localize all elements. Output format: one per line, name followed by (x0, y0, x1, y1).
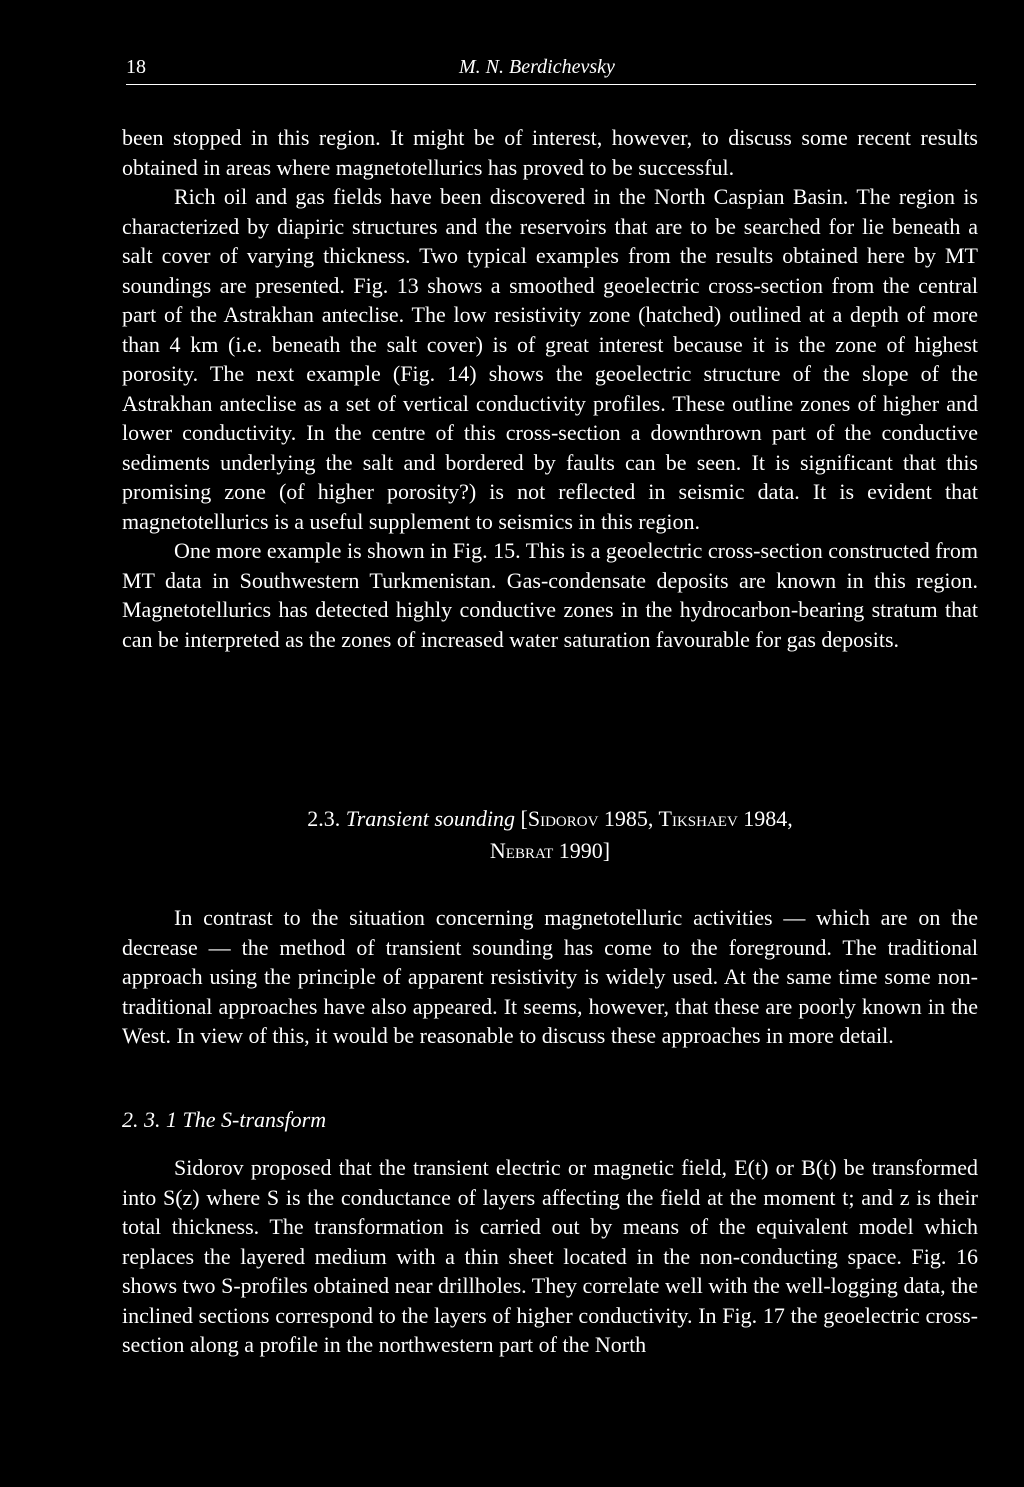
section-title: Transient sounding (345, 806, 516, 831)
section-heading-line1 (122, 803, 978, 835)
body-text-subsection (122, 1153, 978, 1360)
paragraph-s-transform: Sidorov proposed that the transient electric or magnetic field, E(t) or B(t) be transformed into S(z) where S is the conductance of layers affecting the field at the moment t; and z is their total thickness. The transformation is carried out by means of the equivalent model which replaces the layered medium with a thin sheet located in the non-conducting space. Fig. 16 shows two S-profiles obtained near drillholes. They correlate well with the well-logging data, the inclined sections correspond to the layers of higher conductivity. In Fig. 17 the geoelectric cross-section along a profile in the northwestern part of the North (122, 1155, 978, 1357)
paragraph-turkmenistan: One more example is shown in Fig. 15. This is a geoelectric cross-section constructed from MT data in Southwestern Turkmenistan. Gas-condensate deposits are known in this region. Magnetotellurics has detected highly conductive zones in the hydrocarbon-bearing stratum that can be interpreted as the zones of increased water saturation favourable for gas deposits. (122, 538, 978, 652)
paragraph-north-caspian: Rich oil and gas fields have been discovered in the North Caspian Basin. The region is characterized by diapiric structures and the reservoirs that are to be searched for lie beneath a salt cover of varying thickness. Two typical examples from the results obtained here by MT soundings are presented. Fig. 13 shows a smoothed geoelectric cross-section from the central part of the Astrakhan anteclise. The low resistivity zone (hatched) outlined at a depth of more than 4 km (i.e. beneath the salt cover) is of great interest because it is the zone of highest porosity. The next example (Fig. 14) shows the geoelectric structure of the slope of the Astrakhan anteclise as a set of vertical conductivity profiles. These outline zones of higher and lower conductivity. In the centre of this cross-section a downthrown part of the conductive sediments underlying the salt and bordered by faults can be seen. It is significant that this promising zone (of higher porosity?) is not reflected in seismic data. It is evident that magnetotellurics is a useful supplement to seismics in this region. (122, 184, 978, 534)
section-heading (122, 803, 978, 867)
body-text-section (122, 903, 978, 1051)
subsection-heading: 2. 3. 1 The S-transform (122, 1107, 327, 1132)
section-refs-line2: Nebrat 1990] (489, 838, 611, 863)
section-number: 2.3. (307, 806, 341, 831)
running-head: M. N. Berdichevsky (459, 56, 615, 78)
paragraph-transient-sounding: In contrast to the situation concerning magnetotelluric activities — which are on the decrease — the method of transient sounding has come to the foreground. The traditional approach using the principle of apparent resistivity is widely used. At the same time some non-traditional approaches have also appeared. It seems, however, that these are poorly known in the West. In view of this, it would be reasonable to discuss these approaches in more detail. (122, 905, 978, 1048)
section-refs-line1: [Sidorov 1985, Tikshaev 1984, (520, 806, 793, 831)
paragraph-continued: been stopped in this region. It might be of interest, however, to discuss some recent results obtained in areas where magnetotellurics has proved to be successful. (122, 125, 978, 180)
body-text-top (122, 123, 978, 654)
page-header (126, 52, 976, 85)
page-number: 18 (126, 56, 146, 78)
